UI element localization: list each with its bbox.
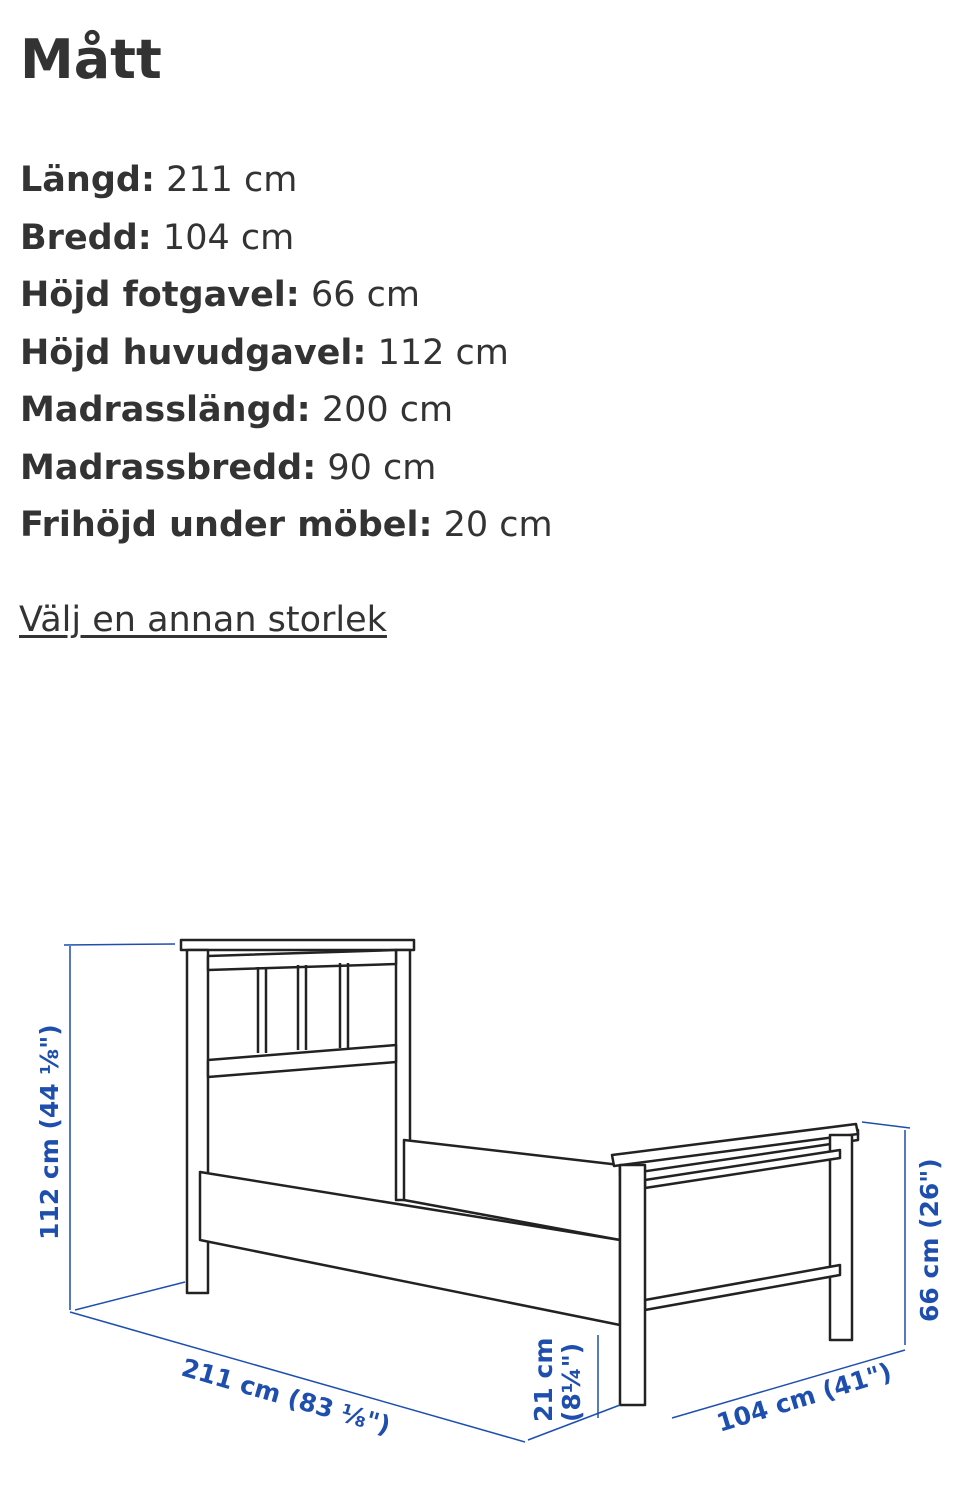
footboard-height-label: 66 cm (26") [915, 1158, 944, 1322]
footboard-back-post [830, 1135, 852, 1340]
footboard-front-post [620, 1165, 645, 1405]
clearance-cm-label: 21 cm [529, 1337, 558, 1422]
spec-clearance: Frihöjd under möbel: 20 cm [20, 505, 553, 545]
spec-width: Bredd: 104 cm [20, 217, 295, 258]
spec-length: Längd: 211 cm [20, 160, 298, 200]
page-title: Mått [20, 28, 162, 91]
spec-headboard-height: Höjd huvudgavel: 112 cm [20, 332, 509, 373]
length-label: 211 cm (83 ⅛") [178, 1352, 394, 1441]
choose-other-size-link[interactable]: Välj en annan storlek [19, 600, 387, 640]
clearance-in-label: (8¼") [557, 1342, 586, 1422]
width-label: 104 cm (41") [713, 1357, 895, 1438]
headboard-top-rail [181, 940, 414, 950]
spec-mattress-width: Madrassbredd: 90 cm [20, 447, 437, 488]
bed-drawing [181, 940, 858, 1405]
spec-mattress-length: Madrasslängd: 200 cm [20, 390, 454, 430]
bed-dimension-diagram [0, 920, 960, 1480]
dimension-list [20, 152, 553, 555]
headboard-height-label: 112 cm (44 ⅛") [35, 1024, 64, 1240]
spec-footboard-height: Höjd fotgavel: 66 cm [20, 275, 420, 315]
